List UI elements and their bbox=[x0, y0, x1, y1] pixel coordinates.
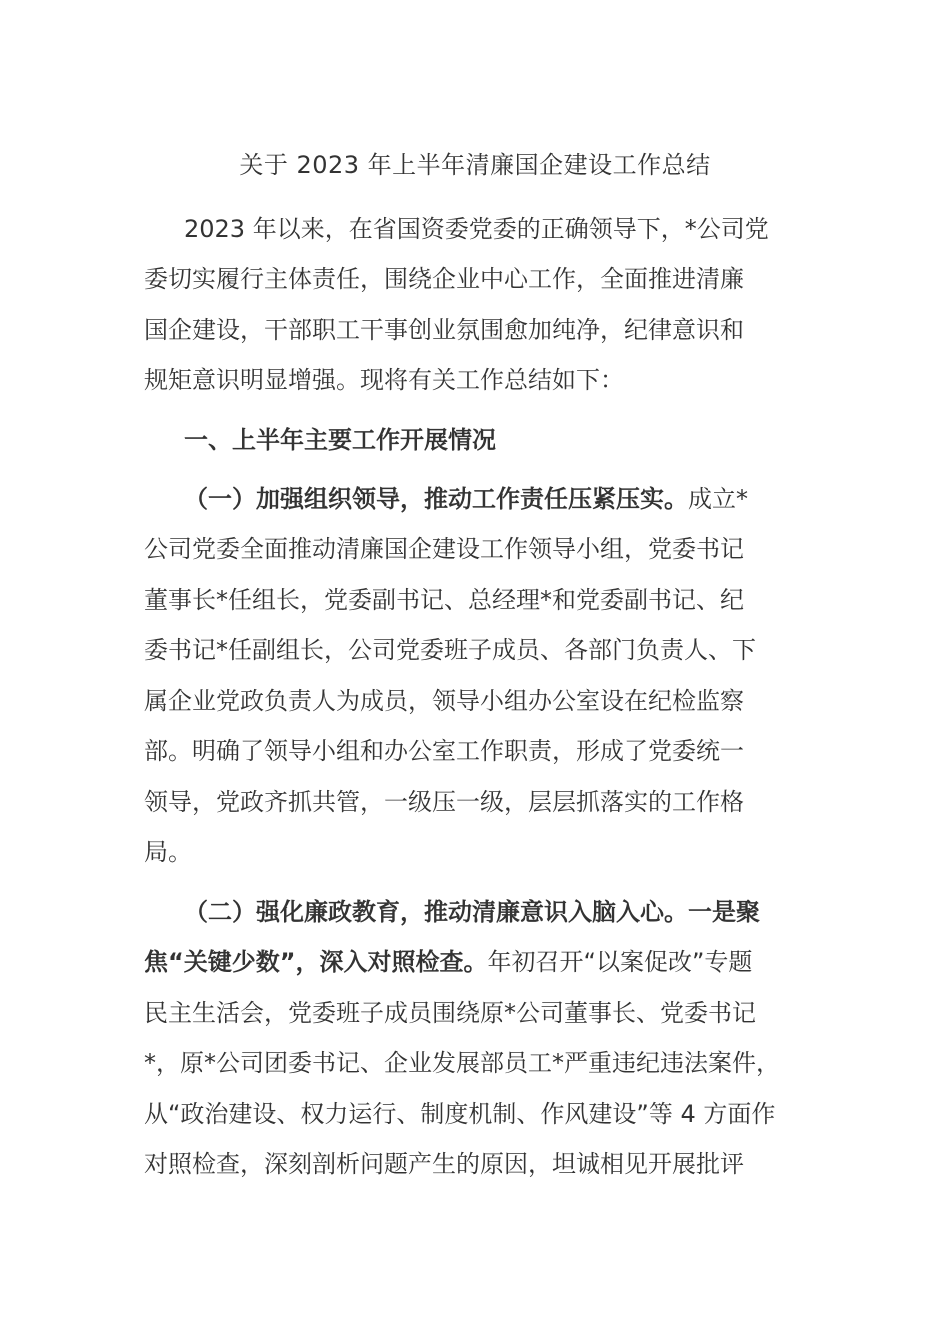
subsection-1-heading: （一）加强组织领导，推动工作责任压紧压实。 bbox=[184, 485, 688, 513]
subsection-1-line: 公司党委全面推动清廉国企建设工作领导小组，党委书记 bbox=[144, 535, 744, 563]
subsection-2-heading: （二）强化廉政教育，推动清廉意识入脑入心。一是聚 bbox=[184, 898, 760, 926]
subsection-2-line: 从“政治建设、权力运行、制度机制、作风建设”等 4 方面作 bbox=[144, 1100, 776, 1128]
subsection-1-first-line-tail: 成立* bbox=[688, 485, 748, 513]
subsection-2-line: 对照检查，深刻剖析问题产生的原因，坦诚相见开展批评 bbox=[144, 1150, 744, 1178]
subsection-1-line: 局。 bbox=[144, 838, 192, 866]
subsection-1-line: 委书记*任副组长，公司党委班子成员、各部门负责人、下 bbox=[144, 636, 756, 664]
subsection-2-second-line-tail: 年初召开“以案促改”专题 bbox=[487, 948, 753, 976]
subsection-1-first-line bbox=[184, 479, 874, 519]
subsection-1-line: 董事长*任组长，党委副书记、总经理*和党委副书记、纪 bbox=[144, 586, 744, 614]
document-title: 关于 2023 年上半年清廉国企建设工作总结 bbox=[239, 151, 711, 179]
subsection-2-bold-phrase: 焦“关键少数”，深入对照检查。 bbox=[144, 948, 488, 976]
intro-line-2: 委切实履行主体责任，围绕企业中心工作，全面推进清廉 bbox=[144, 265, 744, 293]
subsection-1-line: 领导，党政齐抓共管，一级压一级，层层抓落实的工作格 bbox=[144, 788, 744, 816]
subsection-2-line: 民主生活会，党委班子成员围绕原*公司董事长、党委书记 bbox=[144, 999, 756, 1027]
intro-line-4: 规矩意识明显增强。现将有关工作总结如下： bbox=[144, 366, 624, 394]
subsection-1-line: 属企业党政负责人为成员，领导小组办公室设在纪检监察 bbox=[144, 687, 744, 715]
intro-line-3: 国企建设，干部职工干事创业氛围愈加纯净，纪律意识和 bbox=[144, 316, 744, 344]
subsection-1-line: 部。明确了领导小组和办公室工作职责，形成了党委统一 bbox=[144, 737, 744, 765]
section-1-heading: 一、上半年主要工作开展情况 bbox=[184, 426, 496, 454]
subsection-2-line: *，原*公司团委书记、企业发展部员工*严重违纪违法案件， bbox=[144, 1049, 780, 1077]
subsection-2-second-line bbox=[144, 942, 834, 982]
intro-line-1: 2023 年以来，在省国资委党委的正确领导下，*公司党 bbox=[184, 215, 769, 243]
